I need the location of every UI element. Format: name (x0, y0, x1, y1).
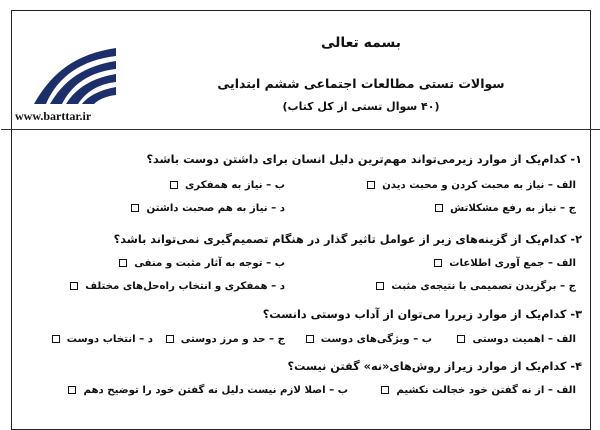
q2-option-b[interactable]: ب – توجه به آثار مثبت و منفی (119, 258, 285, 269)
checkbox[interactable] (70, 282, 78, 290)
checkbox[interactable] (68, 386, 76, 394)
q2-option-a[interactable]: الف – جمع آوری اطلاعات (434, 258, 576, 269)
checkbox[interactable] (367, 181, 375, 189)
q3-option-b[interactable]: ب – ویژگی‌های دوست (306, 334, 432, 345)
q1-option-d[interactable]: د – نیاز به هم صحبت داشتن (131, 203, 285, 214)
q3-option-c[interactable]: ج – حد و مرز دوستی (166, 334, 285, 345)
bism-heading: بسمه تعالی (320, 35, 402, 51)
checkbox[interactable] (457, 335, 465, 343)
checkbox[interactable] (119, 259, 127, 267)
q4-option-a[interactable]: الف – از نه گفتن خود خجالت نکشیم (381, 385, 576, 396)
checkbox[interactable] (166, 335, 174, 343)
question-4: ۴- کدام‌یک از موارد زیراز روش‌های«نه» گفتن نیست؟ (287, 360, 582, 373)
barttar-logo-icon (24, 44, 120, 108)
q3-option-d[interactable]: د – انتخاب دوست (52, 334, 153, 345)
q1-option-a[interactable]: الف – نیاز به محبت کردن و محبت دیدن (367, 180, 576, 191)
q1-option-b[interactable]: ب – نیاز به همفکری (170, 180, 285, 191)
question-1: ۱- کدام‌یک از موارد زیر‌می‌تواند مهم‌ترین دلیل انسان برای داشتن دوست باشد؟ (146, 153, 582, 166)
question-2: ۲- کدام‌یک از گزینه‌های زیر از عوامل تاثیر گذار در هنگام تصمیم‌گیری نمی‌تواند باشد؟ (113, 233, 582, 246)
header-divider (1, 129, 600, 130)
q4-option-b[interactable]: ب – اصلا لازم نیست دلیل نه گفتن خود را توضیح دهم (68, 385, 348, 396)
website-url[interactable]: www.barttar.ir (15, 109, 92, 123)
page-title: سوالات تستی مطالعات اجتماعی ششم ابتدایی (217, 76, 505, 91)
page-subtitle: (۴۰ سوال تستی از کل کتاب) (282, 100, 440, 113)
checkbox[interactable] (52, 335, 60, 343)
checkbox[interactable] (435, 204, 443, 212)
checkbox[interactable] (434, 259, 442, 267)
checkbox[interactable] (306, 335, 314, 343)
q1-option-c[interactable]: ج – نیاز به رفع مشکلاتش (435, 203, 576, 214)
header (12, 11, 590, 129)
q2-option-d[interactable]: د – همفکری و انتخاب راه‌حل‌های مختلف (70, 281, 285, 292)
question-3: ۳- کدام‌یک از موارد زیررا می‌توان از آداب دوستی دانست؟ (262, 308, 582, 321)
checkbox[interactable] (131, 204, 139, 212)
q3-option-a[interactable]: الف – اهمیت دوستی (457, 334, 576, 345)
q2-option-c[interactable]: ج – برگزیدن تصمیمی با نتیجه‌ی مثبت (376, 281, 576, 292)
checkbox[interactable] (381, 386, 389, 394)
checkbox[interactable] (170, 181, 178, 189)
checkbox[interactable] (376, 282, 384, 290)
